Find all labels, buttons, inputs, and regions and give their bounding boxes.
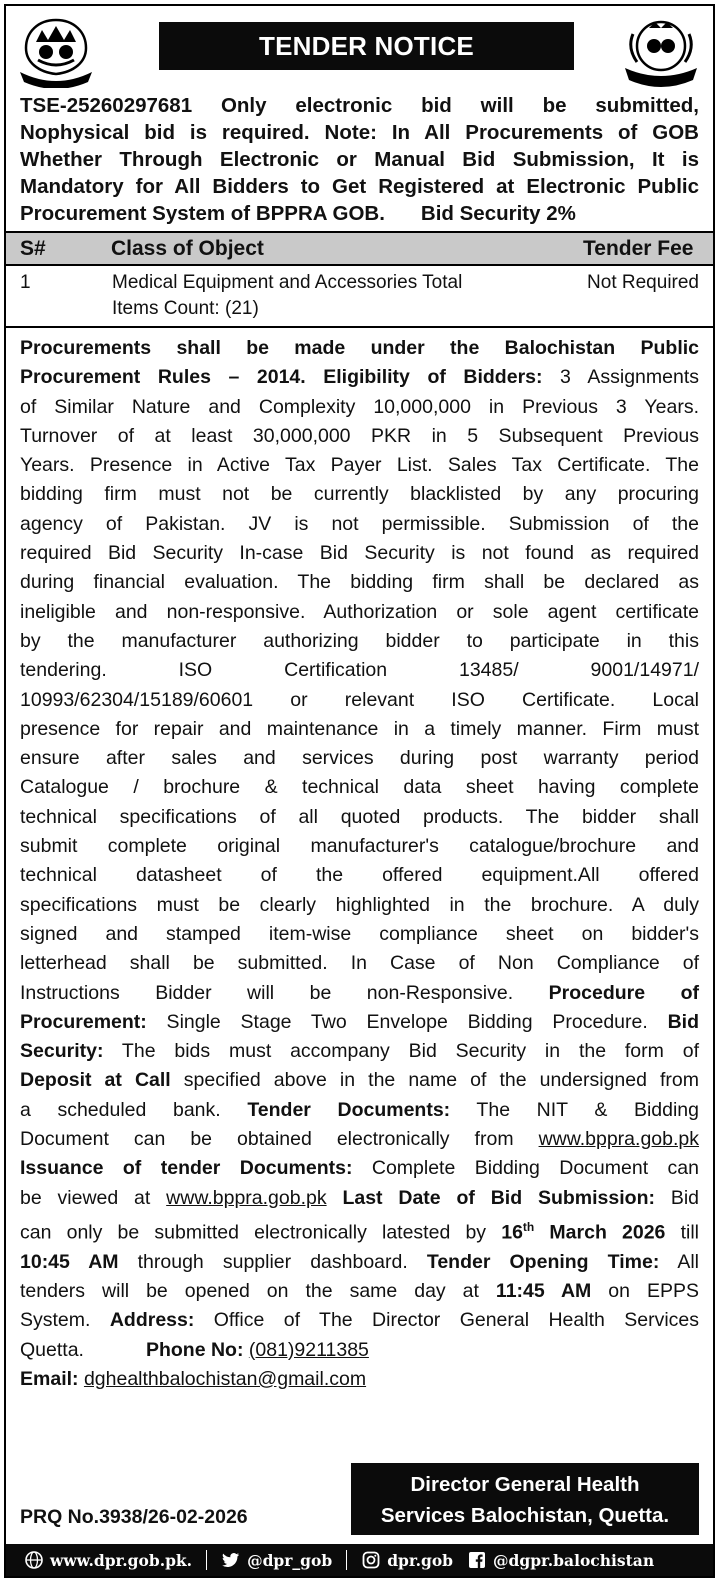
instagram-item[interactable] bbox=[361, 1550, 453, 1570]
submission-time: 10:45 AM bbox=[20, 1250, 119, 1273]
bid-security: Bid Security 2% bbox=[420, 202, 576, 225]
details-line: presence for repair and maintenance in a timely manner. Firm must bbox=[20, 717, 699, 740]
intro-line: Mandatory for All Bidders to Get Registered at Electronic Public bbox=[20, 175, 699, 198]
balochistan-emblem-logo bbox=[16, 14, 96, 88]
details-line: signed and stamped item-wise compliance sheet on bidder's bbox=[20, 922, 699, 945]
details-text: The NIT & Bidding bbox=[450, 1098, 699, 1121]
details-text: specified above in the name of the undersigned from bbox=[170, 1069, 699, 1092]
twitter-handle: @dpr_gob bbox=[247, 1550, 333, 1570]
tender-table bbox=[6, 231, 713, 328]
cell-class bbox=[111, 265, 583, 327]
phone-number[interactable]: (081)9211385 bbox=[248, 1338, 369, 1361]
intro-line: TSE-25260297681 Only electronic bid will be submitted, bbox=[20, 94, 699, 117]
details-line: of Similar Nature and Complexity 10,000,000 in Previous 3 Years. bbox=[20, 395, 699, 418]
procedure-heading: Procedure of bbox=[548, 981, 700, 1004]
twitter-icon bbox=[221, 1550, 241, 1570]
details-line: required Bid Security In-case Bid Security is not found as required bbox=[20, 542, 699, 565]
details-line: Years. Presence in Active Tax Payer List. Sales Tax Certificate. The bbox=[20, 454, 699, 477]
details-line bbox=[20, 1008, 699, 1037]
details-line: bidding firm must not be currently blacklisted by any procuring bbox=[20, 483, 699, 506]
bppra-link[interactable]: www.bppra.gob.pk bbox=[538, 1128, 699, 1151]
details-line: technical datasheet of the offered equipment.All offered bbox=[20, 864, 699, 887]
column-header-sn: S# bbox=[6, 232, 111, 265]
details-text: Quetta. bbox=[20, 1338, 84, 1361]
column-header-fee: Tender Fee bbox=[583, 232, 713, 265]
details-line bbox=[20, 1213, 699, 1248]
intro-line-last bbox=[20, 200, 699, 227]
details-line bbox=[20, 1336, 699, 1365]
cell-class-line: Items Count: (21) bbox=[112, 298, 259, 319]
details-line bbox=[20, 1365, 699, 1394]
details-text: Procurements shall be made under the Balochistan Public bbox=[20, 337, 699, 359]
opening-time-heading: Tender Opening Time: bbox=[426, 1250, 660, 1273]
details-line: submit complete original manufacturer's catalogue/brochure and bbox=[20, 835, 699, 858]
details-line bbox=[20, 1184, 699, 1213]
signature-line: Services Balochistan, Quetta. bbox=[380, 1504, 670, 1527]
details-text: The bids must accompany Bid Security in the form of bbox=[103, 1040, 699, 1063]
notice-header bbox=[6, 6, 713, 94]
tender-details bbox=[6, 328, 713, 1394]
cell-sn: 1 bbox=[20, 272, 31, 293]
details-text: Document can be obtained electronically from bbox=[20, 1128, 539, 1151]
details-text: Bid bbox=[654, 1186, 700, 1209]
details-line: tendering. ISO Certification 13485/ 9001/14971/ bbox=[20, 659, 699, 682]
details-line: ensure after sales and services during post warranty period bbox=[20, 747, 699, 770]
day-suffix: th bbox=[522, 1219, 535, 1234]
details-line: agency of Pakistan. JV is not permissible. Submission of the bbox=[20, 512, 699, 535]
details-line bbox=[20, 1248, 699, 1277]
website-text: www.dpr.gob.pk. bbox=[50, 1550, 193, 1570]
details-line bbox=[20, 363, 699, 392]
footer-area bbox=[6, 1461, 713, 1543]
instagram-handle: dpr.gob bbox=[387, 1550, 454, 1570]
details-line bbox=[20, 1277, 699, 1306]
details-line: Turnover of at least 30,000,000 PKR in 5 Subsequent Previous bbox=[20, 424, 699, 447]
tender-notice-page bbox=[4, 4, 715, 1578]
opening-time: 11:45 AM bbox=[495, 1280, 592, 1302]
details-line bbox=[20, 979, 699, 1008]
eligibility-heading: Procurement Rules – 2014. Eligibility of Bidders: bbox=[20, 366, 543, 389]
details-line bbox=[20, 334, 699, 363]
details-text: Single Stage Two Envelope Bidding Procedure. bbox=[146, 1010, 648, 1033]
last-date-heading: Last Date of Bid Submission: bbox=[326, 1186, 655, 1209]
details-text: tenders will be opened on the same day at bbox=[20, 1280, 496, 1302]
prq-number: PRQ No.3938/26-02-2026 bbox=[20, 1506, 248, 1528]
details-text: Instructions Bidder will be non-Responsive. bbox=[20, 981, 514, 1004]
bid-security-heading: Bid bbox=[667, 1010, 699, 1033]
website-item[interactable] bbox=[24, 1550, 192, 1570]
submission-month: March 2026 bbox=[534, 1221, 666, 1244]
details-text: on EPPS bbox=[591, 1280, 699, 1302]
details-text: through supplier dashboard. bbox=[118, 1250, 408, 1273]
details-text: Complete Bidding Document can bbox=[352, 1157, 699, 1180]
details-text: Office of The Director General Health Services bbox=[194, 1309, 699, 1332]
tender-documents-heading: Tender Documents: bbox=[247, 1098, 451, 1121]
table-header-row bbox=[6, 232, 713, 265]
details-line bbox=[20, 1154, 699, 1183]
table-row bbox=[6, 265, 713, 327]
details-line: ineligible and non-responsive. Authorization or sole agent certificate bbox=[20, 600, 699, 623]
column-header-class: Class of Object bbox=[111, 232, 583, 265]
cell-class-line: Medical Equipment and Accessories Total bbox=[112, 272, 463, 293]
bppra-link[interactable]: www.bppra.gob.pk bbox=[166, 1186, 327, 1209]
details-line: technical specifications of all quoted products. The bidder shall bbox=[20, 805, 699, 828]
bid-security-heading-cont: Security: bbox=[20, 1040, 104, 1063]
details-line bbox=[20, 1066, 699, 1095]
details-line bbox=[20, 1125, 699, 1154]
twitter-item[interactable] bbox=[221, 1550, 332, 1570]
intro-paragraph bbox=[6, 92, 713, 227]
cell-fee: Not Required bbox=[587, 272, 699, 293]
intro-line: Whether Through Electronic or Manual Bid Submission, It is bbox=[20, 148, 699, 171]
signature-box bbox=[351, 1463, 699, 1535]
details-text: All bbox=[659, 1250, 699, 1273]
details-text: System. bbox=[20, 1309, 91, 1332]
details-line: letterhead shall be submitted. In Case of Non Compliance of bbox=[20, 952, 699, 975]
details-line: Catalogue / brochure & technical data sheet having complete bbox=[20, 776, 699, 799]
details-line bbox=[20, 1096, 699, 1125]
government-seal-logo bbox=[619, 14, 703, 88]
facebook-icon bbox=[467, 1550, 487, 1570]
details-text: be viewed at bbox=[20, 1186, 167, 1209]
details-line: specifications must be clearly highlighted in the brochure. A duly bbox=[20, 893, 699, 916]
details-line: during financial evaluation. The bidding firm shall be declared as bbox=[20, 571, 699, 594]
facebook-handle: @dgpr.balochistan bbox=[493, 1550, 655, 1570]
details-line: by the manufacturer authorizing bidder to participate in this bbox=[20, 629, 699, 652]
intro-line-text: Procurement System of BPPRA GOB. bbox=[20, 202, 385, 225]
details-line bbox=[20, 1037, 699, 1066]
email-link[interactable]: dghealthbalochistan@gmail.com bbox=[83, 1367, 367, 1390]
instagram-icon bbox=[361, 1550, 381, 1570]
phone-heading: Phone No: bbox=[145, 1338, 244, 1361]
page-title: TENDER NOTICE bbox=[159, 22, 574, 70]
submission-day: 16 bbox=[501, 1221, 523, 1244]
social-bar bbox=[6, 1544, 713, 1576]
details-text: can only be submitted electronically latested by bbox=[20, 1221, 502, 1244]
details-line bbox=[20, 1306, 699, 1335]
details-line: 10993/62304/15189/60601 or relevant ISO Certificate. Local bbox=[20, 688, 699, 711]
deposit-at-call: Deposit at Call bbox=[20, 1069, 171, 1092]
divider bbox=[206, 1550, 207, 1570]
issuance-heading: Issuance of tender Documents: bbox=[20, 1157, 353, 1180]
intro-line: Nophysical bid is required. Note: In All Procurements of GOB bbox=[20, 121, 699, 144]
facebook-item[interactable] bbox=[467, 1550, 654, 1570]
email-heading: Email: bbox=[20, 1367, 79, 1390]
signature-line: Director General Health bbox=[410, 1473, 640, 1496]
globe-icon bbox=[24, 1550, 44, 1570]
details-text: a scheduled bank. bbox=[20, 1098, 221, 1121]
details-text: 3 Assignments bbox=[542, 366, 699, 389]
address-heading: Address: bbox=[109, 1309, 195, 1332]
divider bbox=[346, 1550, 347, 1570]
details-text: till bbox=[665, 1221, 699, 1244]
procedure-heading-cont: Procurement: bbox=[20, 1010, 147, 1033]
